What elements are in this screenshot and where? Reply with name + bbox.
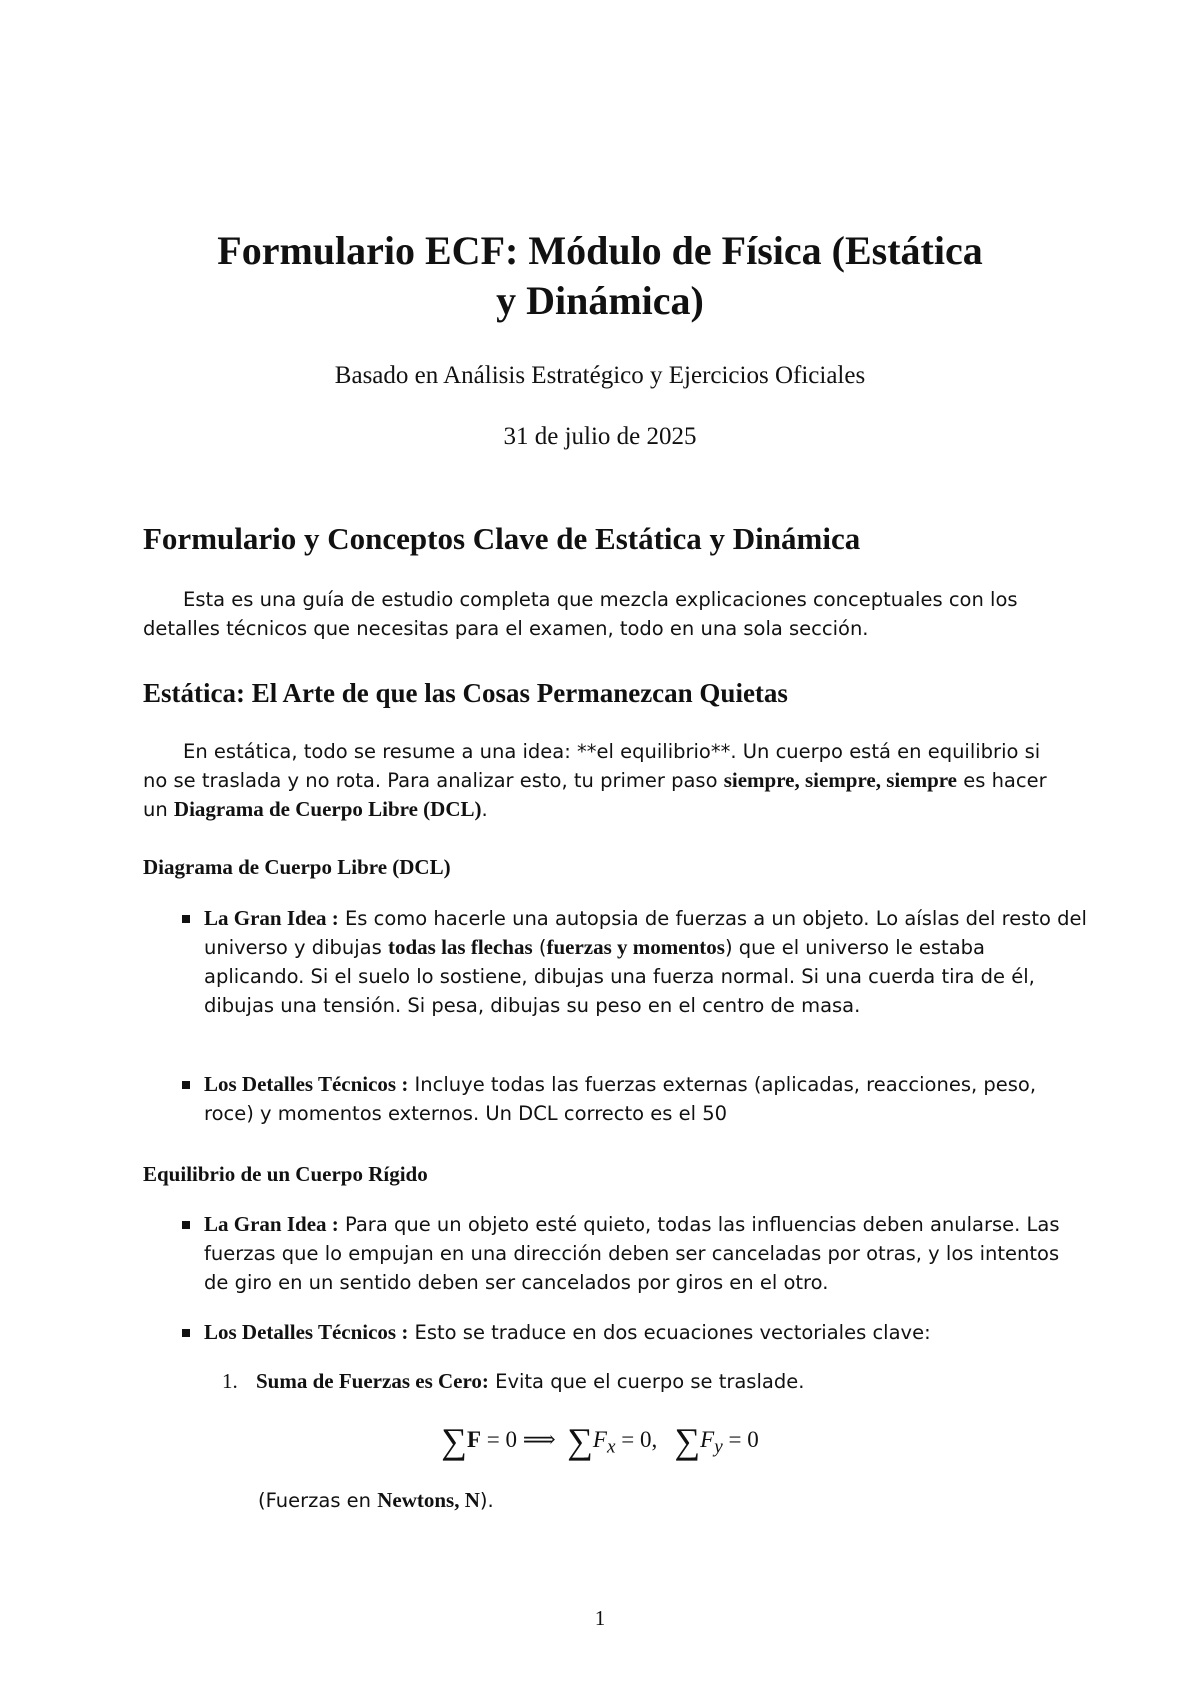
implies-symbol: ⟹ xyxy=(522,1427,556,1452)
dcl-item1-paren: ( xyxy=(538,936,547,959)
dcl-item1-text-b: ) que el universo le estaba aplicando. Si el suelo lo sostiene, dibujas una fuerza normal. Si una cuerda tira de él, dibujas una tensión. Si pesa, dibujas su peso en el centro de masa. xyxy=(204,936,1035,1017)
sigma-symbol: ∑ xyxy=(674,1421,701,1461)
bullet-icon xyxy=(182,1221,190,1229)
title-line-1: Formulario ECF: Módulo de Física (Estática xyxy=(217,228,983,273)
document-title xyxy=(120,226,1080,326)
formula-eq: = 0 xyxy=(481,1427,523,1452)
dcl-item1-bold-b: fuerzas y momentos xyxy=(546,935,725,959)
bullet-icon xyxy=(182,1081,190,1089)
dcl-item-big-idea xyxy=(180,904,1089,1020)
rigid-item-technical xyxy=(180,1318,1089,1347)
enum-number: 1. xyxy=(222,1369,238,1393)
formula-vector-f: F xyxy=(466,1427,482,1452)
rigid-item1-label: La Gran Idea : xyxy=(204,1212,339,1236)
statics-bold-2: Diagrama de Cuerpo Libre (DCL) xyxy=(173,797,482,821)
formula-eq-end: = 0 xyxy=(722,1427,759,1452)
document-date: 31 de julio de 2025 xyxy=(503,423,697,450)
document-subtitle: Basado en Análisis Estratégico y Ejercicios Oficiales xyxy=(334,362,866,389)
formula-y-sub: y xyxy=(714,1436,723,1458)
rigid-item-big-idea xyxy=(180,1210,1089,1297)
rigid-item2-label: Los Detalles Técnicos : xyxy=(204,1320,409,1344)
sum-of-forces-formula xyxy=(120,1420,1080,1462)
enum-label: Suma de Fuerzas es Cero: xyxy=(256,1369,489,1393)
units-note xyxy=(258,1488,494,1513)
sigma-symbol: ∑ xyxy=(567,1421,593,1461)
statics-text-end: . xyxy=(481,798,488,821)
dcl-item1-bold-a: todas las flechas xyxy=(387,935,533,959)
rigid-item1-text: Para que un objeto esté quieto, todas las influencias deben anularse. Las fuerzas que lo empujan en una dirección deben ser canceladas por otras, y los intentos de giro en un sentido deben ser cancelados por giros en el otro. xyxy=(204,1213,1060,1294)
formula-fy: F xyxy=(700,1427,715,1452)
dcl-title: Diagrama de Cuerpo Libre (DCL) xyxy=(143,855,451,879)
formula-x-sub: x xyxy=(606,1436,616,1458)
statics-title: Estática: El Arte de que las Cosas Permanezcan Quietas xyxy=(143,678,788,708)
section-title: Formulario y Conceptos Clave de Estática y Dinámica xyxy=(143,521,861,556)
rigid-title: Equilibrio de un Cuerpo Rígido xyxy=(143,1162,428,1186)
intro-text: Esta es una guía de estudio completa que mezcla explicaciones conceptuales con los detalles técnicos que necesitas para el examen, todo en una sola sección. xyxy=(143,588,1018,640)
dcl-item-technical xyxy=(180,1070,1089,1128)
enum-item-1 xyxy=(222,1367,1062,1396)
dcl-item1-text-a: Es como hacerle una autopsia de fuerzas a un objeto. Lo aíslas del resto del universo y dibujas xyxy=(204,907,1087,959)
dcl-item1-label: La Gran Idea : xyxy=(204,906,339,930)
statics-paragraph xyxy=(143,737,1063,824)
statics-text-1: En estática, todo se resume a una idea: **el equilibrio**. Un cuerpo está en equilibrio si no se traslada y no rota. Para analizar esto, tu primer paso xyxy=(143,740,1041,792)
title-line-2: y Dinámica) xyxy=(496,278,704,323)
note-open: (Fuerzas en xyxy=(258,1489,372,1512)
note-close: ). xyxy=(479,1489,494,1512)
note-bold: Newtons, N xyxy=(377,1488,480,1512)
bullet-icon xyxy=(182,1329,190,1337)
dcl-item2-text: Incluye todas las fuerzas externas (aplicadas, reacciones, peso, roce) y momentos externos. Un DCL correcto es el 50 xyxy=(204,1073,1037,1125)
formula-eq-comma: = 0, xyxy=(615,1427,658,1452)
statics-text-2: es hacer un xyxy=(143,769,1047,821)
dcl-item2-label: Los Detalles Técnicos : xyxy=(204,1072,409,1096)
enum-text: Evita que el cuerpo se traslade. xyxy=(495,1370,805,1393)
section-intro xyxy=(143,585,1063,643)
rigid-item2-text: Esto se traduce en dos ecuaciones vectoriales clave: xyxy=(414,1321,931,1344)
bullet-icon xyxy=(182,915,190,923)
sigma-symbol: ∑ xyxy=(441,1421,467,1461)
formula-fx: F xyxy=(592,1427,607,1452)
statics-bold-1: siempre, siempre, siempre xyxy=(723,768,958,792)
page-number: 1 xyxy=(594,1606,606,1630)
